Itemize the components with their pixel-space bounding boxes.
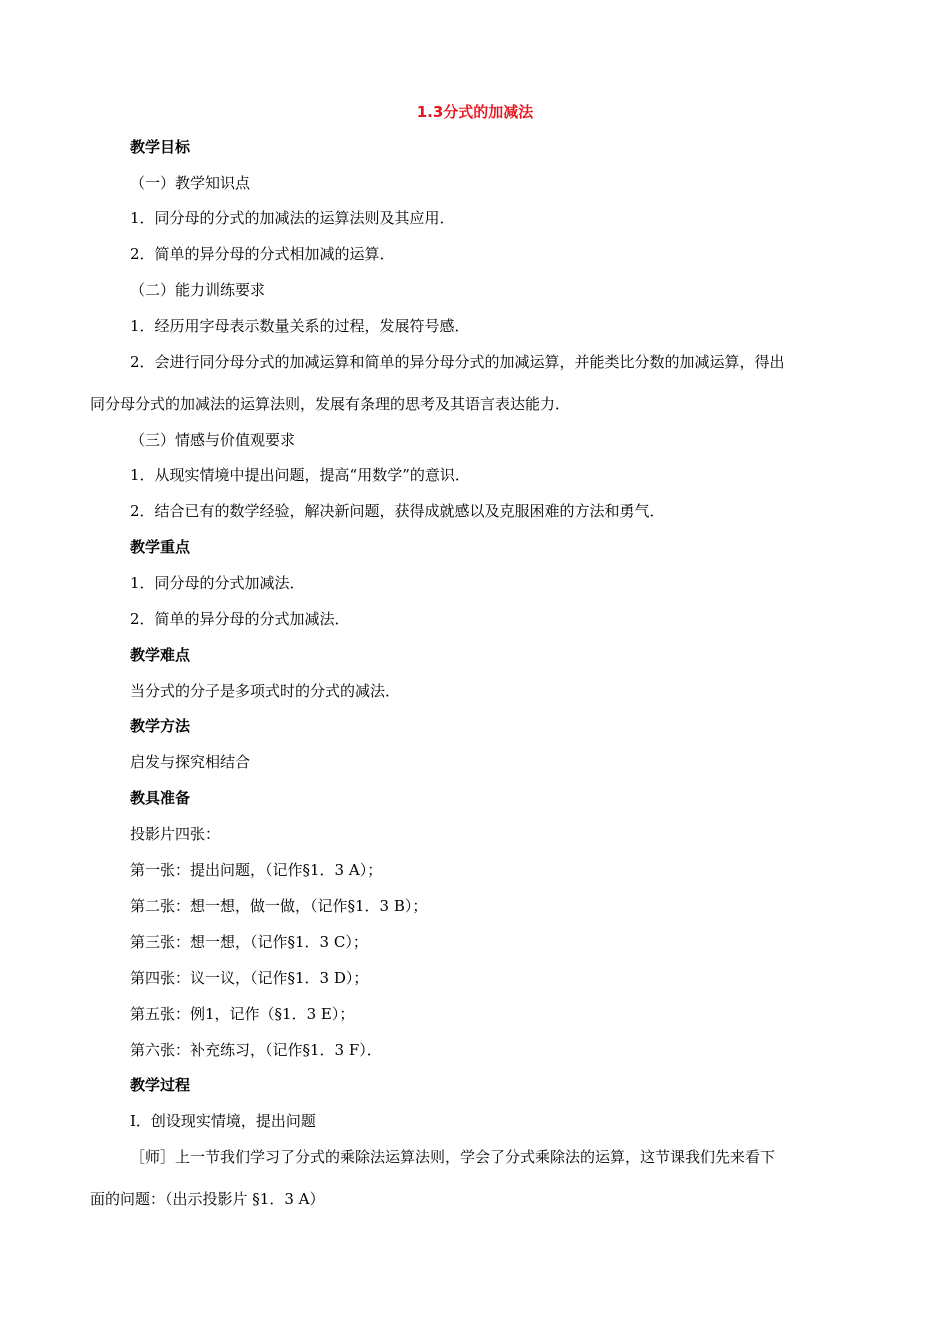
tools-item2: 第二张：想一想，做一做，（记作§1．3 B）； xyxy=(130,897,428,915)
key-heading: 教学重点 xyxy=(130,538,191,556)
goal-sub3: （三）情感与价值观要求 xyxy=(130,431,296,449)
key-item2: 2．简单的异分母的分式加减法． xyxy=(130,610,350,628)
goal-sub1-item2: 2．简单的异分母的分式相加减的运算． xyxy=(130,245,395,263)
document-title: 1.3分式的加减法 xyxy=(416,103,534,121)
goal-sub1: （一）教学知识点 xyxy=(130,174,251,192)
tools-heading: 教具准备 xyxy=(130,789,191,807)
goal-sub2-item2-line2: 同分母分式的加减法的运算法则，发展有条理的思考及其语言表达能力． xyxy=(90,395,571,413)
tools-item6: 第六张：补充练习，（记作§1．3 F）． xyxy=(130,1041,382,1059)
process-text-line1: ［师］上一节我们学习了分式的乘除法运算法则，学会了分式乘除法的运算，这节课我们先来看下 xyxy=(130,1148,776,1166)
goal-sub2-item1: 1．经历用字母表示数量关系的过程，发展符号感． xyxy=(130,317,470,335)
goal-sub3-item2: 2．结合已有的数学经验，解决新问题，获得成就感以及克服困难的方法和勇气． xyxy=(130,502,665,520)
tools-item4: 第四张：议一议，（记作§1．3 D）； xyxy=(130,969,369,987)
process-text-line2: 面的问题：（出示投影片 §1．3 A） xyxy=(90,1190,325,1208)
goal-sub1-item1: 1．同分母的分式的加减法的运算法则及其应用． xyxy=(130,209,455,227)
key-item1: 1．同分母的分式加减法． xyxy=(130,574,305,592)
goals-heading: 教学目标 xyxy=(130,138,191,156)
tools-item3: 第三张：想一想，（记作§1．3 C）； xyxy=(130,933,368,951)
goal-sub2: （二）能力训练要求 xyxy=(130,281,266,299)
tools-item5: 第五张：例1，记作（§1．3 E）； xyxy=(130,1005,355,1023)
goal-sub2-item2-line1: 2．会进行同分母分式的加减运算和简单的异分母分式的加减运算，并能类比分数的加减运算，得出 xyxy=(130,353,785,371)
goal-sub3-item1: 1．从现实情境中提出问题，提高“用数学”的意识． xyxy=(130,466,470,484)
method-heading: 教学方法 xyxy=(130,717,191,735)
difficulty-text: 当分式的分子是多项式时的分式的减法． xyxy=(130,682,401,700)
difficulty-heading: 教学难点 xyxy=(130,646,191,664)
tools-item1: 第一张：提出问题，（记作§1．3 A）； xyxy=(130,861,383,879)
process-heading: 教学过程 xyxy=(130,1076,191,1094)
method-text: 启发与探究相结合 xyxy=(130,753,251,771)
tools-intro: 投影片四张： xyxy=(130,825,221,843)
process-step1: Ⅰ．创设现实情境，提出问题 xyxy=(130,1112,316,1130)
